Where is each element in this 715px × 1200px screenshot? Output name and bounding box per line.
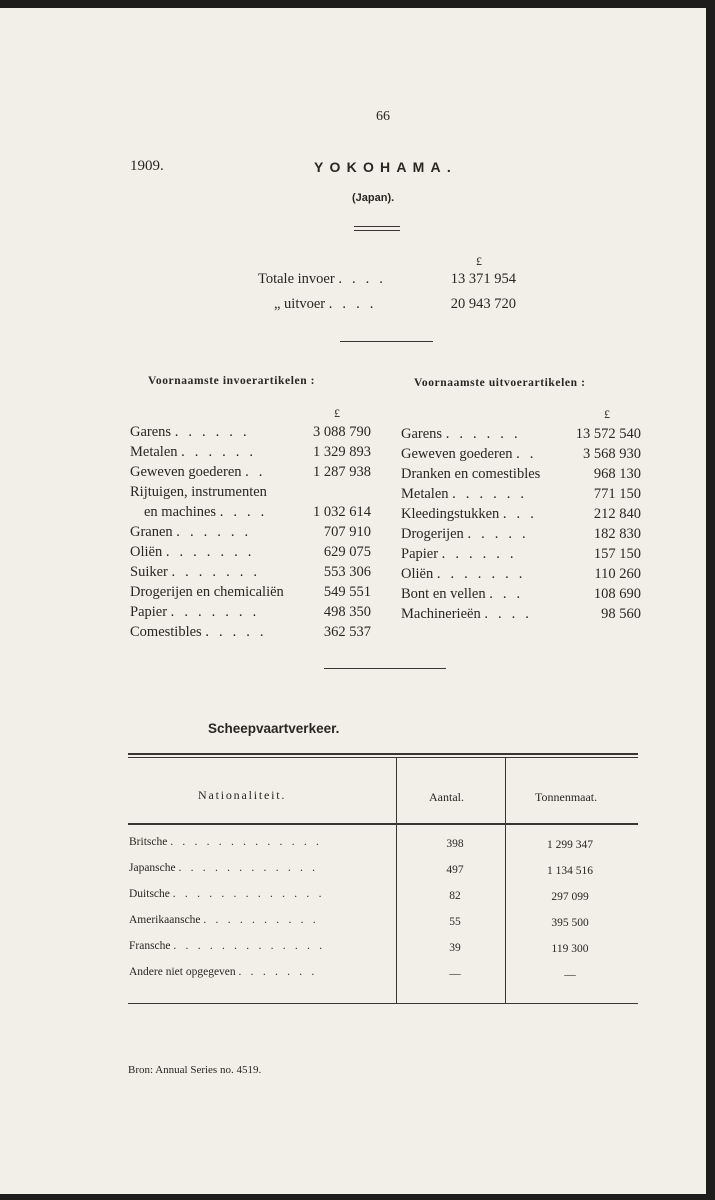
export-row bbox=[401, 486, 641, 506]
import-value: 707 910 bbox=[323, 524, 371, 540]
leader-dots: . . . . . . . bbox=[238, 966, 318, 978]
tonnage-cell: 297 099 bbox=[551, 891, 589, 903]
import-value: 498 350 bbox=[323, 604, 371, 620]
nationality-cell: Fransche . . . . . . . . . . . . . bbox=[129, 940, 326, 952]
count-cell: 497 bbox=[446, 864, 464, 876]
tonnage-cell: 1 134 516 bbox=[547, 865, 593, 877]
import-row bbox=[130, 524, 371, 544]
totals-value: 20 943 720 bbox=[450, 296, 516, 312]
leader-dots: . . . . . . bbox=[176, 524, 252, 540]
leader-dots: . . . . . . . . . . . . . bbox=[172, 888, 325, 900]
leader-dots: . . . . . . . . . . . . bbox=[178, 862, 319, 874]
source-note: Bron: Annual Series no. 4519. bbox=[128, 1064, 262, 1076]
column-header-count: Aantal. bbox=[429, 790, 464, 804]
totals-label: „ uitvoer bbox=[274, 296, 326, 312]
import-value: 629 075 bbox=[323, 544, 371, 560]
column-divider bbox=[396, 758, 397, 1004]
nationality-cell: Britsche . . . . . . . . . . . . . bbox=[129, 836, 323, 848]
import-row bbox=[130, 504, 371, 524]
count-cell: — bbox=[449, 968, 461, 980]
import-label: Rijtuigen, instrumenten bbox=[130, 484, 267, 500]
page-number: 66 bbox=[376, 109, 390, 124]
import-label: Comestibles bbox=[130, 624, 202, 640]
nationality-cell: Amerikaansche . . . . . . . . . . bbox=[129, 914, 319, 926]
nationality-cell: Andere niet opgegeven . . . . . . . bbox=[129, 966, 318, 978]
export-value: 771 150 bbox=[593, 486, 641, 502]
column-header-nationality: Nationaliteit. bbox=[198, 788, 287, 802]
export-row bbox=[401, 546, 641, 566]
export-value: 157 150 bbox=[593, 546, 641, 562]
import-row bbox=[130, 604, 371, 624]
import-row bbox=[130, 564, 371, 584]
export-value: 968 130 bbox=[593, 466, 641, 482]
import-row bbox=[130, 424, 371, 444]
export-label: Bont en vellen bbox=[401, 586, 486, 602]
import-label: Oliën bbox=[130, 544, 163, 560]
leader-dots: . . . . . . . bbox=[436, 566, 526, 582]
header-rule bbox=[128, 823, 638, 825]
exports-currency-symbol: £ bbox=[604, 407, 610, 421]
export-value: 212 840 bbox=[593, 506, 641, 522]
import-label: Drogerijen en chemicaliën bbox=[130, 584, 284, 600]
export-label: Garens bbox=[401, 426, 443, 442]
table-bottom-rule bbox=[128, 1003, 638, 1004]
imports-heading: Voornaamste invoerartikelen : bbox=[148, 375, 316, 387]
export-label: Dranken en comestibles bbox=[401, 466, 541, 482]
totals-row-import bbox=[258, 271, 516, 291]
nationality-cell: Japansche . . . . . . . . . . . . bbox=[129, 862, 319, 874]
shipping-title: Scheepvaartverkeer. bbox=[208, 721, 340, 736]
leader-dots: . . . . . . . . . . . . . bbox=[173, 940, 326, 952]
leader-dots: . . . . . . bbox=[445, 426, 521, 442]
leader-dots: . . . . . . . bbox=[171, 564, 261, 580]
leader-dots: . . . . . bbox=[205, 624, 267, 640]
export-row bbox=[401, 526, 641, 546]
totals-value: 13 371 954 bbox=[450, 271, 516, 287]
import-value: 553 306 bbox=[323, 564, 371, 580]
leader-dots: . . . . . . . bbox=[170, 604, 260, 620]
export-row bbox=[401, 426, 641, 446]
export-row bbox=[401, 566, 641, 586]
import-value: 1 032 614 bbox=[313, 504, 371, 520]
export-value: 13 572 540 bbox=[575, 426, 641, 442]
import-row bbox=[130, 624, 371, 644]
document-page bbox=[0, 8, 706, 1194]
import-label: Papier bbox=[130, 604, 168, 620]
import-value: 1 287 938 bbox=[313, 464, 371, 480]
leader-dots: . . bbox=[516, 446, 537, 462]
exports-heading: Voornaamste uitvoerartikelen : bbox=[414, 377, 586, 389]
import-label: Granen bbox=[130, 524, 173, 540]
import-label: en machines bbox=[144, 504, 217, 520]
leader-dots: . . . . . . bbox=[174, 424, 250, 440]
import-row bbox=[130, 444, 371, 464]
leader-dots: . . . . bbox=[338, 271, 387, 287]
leader-dots: . . . . . . . . . . . . . bbox=[170, 836, 323, 848]
leader-dots: . . . . . . bbox=[181, 444, 257, 460]
column-divider bbox=[505, 758, 506, 1004]
export-label: Kleedingstukken bbox=[401, 506, 500, 522]
import-value: 549 551 bbox=[323, 584, 371, 600]
export-label: Geweven goederen bbox=[401, 446, 513, 462]
import-value: 3 088 790 bbox=[313, 424, 371, 440]
tonnage-cell: 119 300 bbox=[551, 943, 589, 955]
year: 1909. bbox=[130, 158, 164, 174]
export-row bbox=[401, 446, 641, 466]
leader-dots: . . . . bbox=[219, 504, 268, 520]
double-rule-top bbox=[354, 226, 400, 227]
tonnage-cell: — bbox=[564, 969, 576, 981]
leader-dots: . . . bbox=[502, 506, 538, 522]
import-value: 1 329 893 bbox=[313, 444, 371, 460]
imports-currency-symbol: £ bbox=[334, 406, 340, 420]
leader-dots: . . bbox=[245, 464, 266, 480]
totals-row-export bbox=[258, 296, 516, 316]
import-label: Suiker bbox=[130, 564, 168, 580]
leader-dots: . . . bbox=[489, 586, 524, 602]
totals-currency-symbol: £ bbox=[476, 254, 482, 268]
export-label: Metalen bbox=[401, 486, 449, 502]
import-row bbox=[130, 464, 371, 484]
export-value: 182 830 bbox=[593, 526, 641, 542]
leader-dots: . . . . . . bbox=[452, 486, 528, 502]
import-row bbox=[130, 484, 371, 504]
section-divider bbox=[340, 341, 433, 342]
count-cell: 39 bbox=[449, 942, 461, 954]
section-divider bbox=[324, 668, 446, 669]
leader-dots: . . . . . bbox=[467, 526, 529, 542]
export-label: Drogerijen bbox=[401, 526, 464, 542]
leader-dots: . . . . bbox=[328, 296, 377, 312]
export-value: 98 560 bbox=[601, 606, 641, 622]
totals-label: Totale invoer bbox=[258, 271, 335, 287]
double-rule-bottom bbox=[354, 230, 400, 231]
column-header-tonnage: Tonnenmaat. bbox=[535, 790, 598, 804]
tonnage-cell: 1 299 347 bbox=[547, 839, 593, 851]
import-value: 362 537 bbox=[323, 624, 371, 640]
export-label: Machinerieën bbox=[401, 606, 481, 622]
nationality-cell: Duitsche . . . . . . . . . . . . . bbox=[129, 888, 325, 900]
count-cell: 82 bbox=[449, 890, 461, 902]
leader-dots: . . . . . . . . . . bbox=[203, 914, 319, 926]
import-row bbox=[130, 544, 371, 564]
count-cell: 55 bbox=[449, 916, 461, 928]
leader-dots: . . . . bbox=[484, 606, 533, 622]
country-subtitle: (Japan). bbox=[352, 192, 395, 204]
export-row bbox=[401, 586, 641, 606]
leader-dots: . . . . . . bbox=[441, 546, 517, 562]
table-top-rule bbox=[128, 753, 638, 755]
leader-dots: . . . . . . . bbox=[165, 544, 255, 560]
export-row bbox=[401, 466, 641, 486]
import-label: Geweven goederen bbox=[130, 464, 242, 480]
export-value: 3 568 930 bbox=[583, 446, 641, 462]
export-value: 108 690 bbox=[593, 586, 641, 602]
import-row bbox=[130, 584, 371, 604]
export-row bbox=[401, 606, 641, 626]
export-value: 110 260 bbox=[594, 566, 641, 582]
export-row bbox=[401, 506, 641, 526]
import-label: Metalen bbox=[130, 444, 178, 460]
export-label: Oliën bbox=[401, 566, 434, 582]
count-cell: 398 bbox=[446, 838, 464, 850]
table-top-rule-thin bbox=[128, 757, 638, 758]
import-label: Garens bbox=[130, 424, 172, 440]
tonnage-cell: 395 500 bbox=[551, 917, 589, 929]
city-title: YOKOHAMA. bbox=[314, 159, 457, 175]
export-label: Papier bbox=[401, 546, 439, 562]
